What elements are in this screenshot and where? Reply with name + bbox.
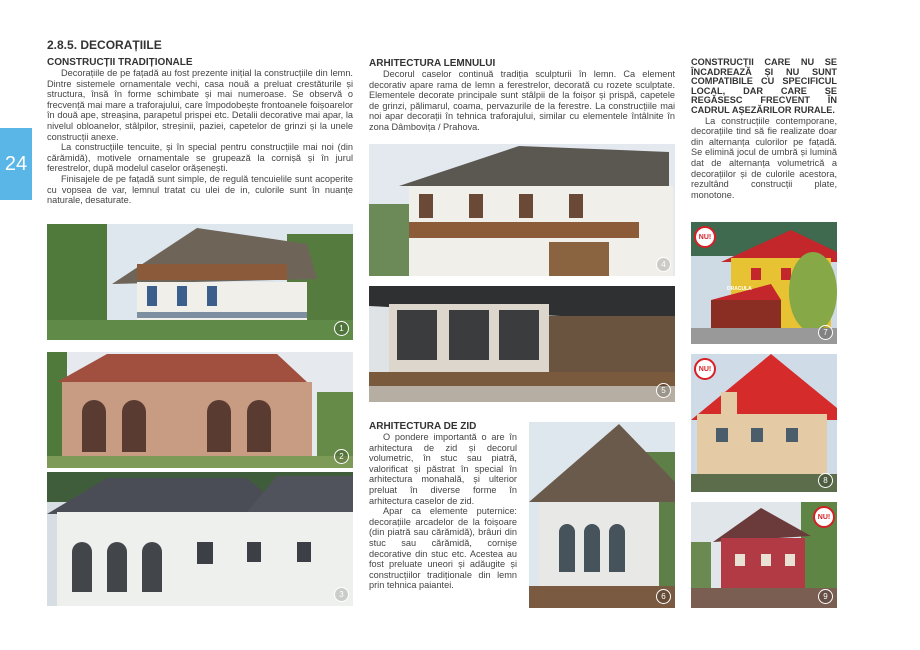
section-title: 2.8.5. DECORAȚIILE (47, 38, 162, 52)
paragraph: Decorațiile de pe fațadă au fost prezente inițial la construcțiile din lemn. Dintre sistemele ornamentale vechi, casa nouă a preluat crestăturile și structura, însă în forme schimbate și mai numeroase. Se observă o frecvență mai mare a traforajului, care împodobește frontoanele foișoarelor în două ape, streașina, parapetul prispei etc. Detalii decorative mai apar, la nivelul obloanelor, stâlpilor, streșinii, paziei, capetelor de grinzi și la unele construcții anexe. (47, 68, 353, 142)
wall-house-photo (529, 422, 675, 608)
wooden-house-photo (369, 144, 675, 276)
traditional-text (47, 68, 353, 206)
photo-number: 3 (334, 587, 349, 602)
photo-number: 9 (818, 589, 833, 604)
paragraph: Decorul caselor continuă tradiția sculpturii în lemn. Ca element decorativ apare rama de lemn a ferestrelor, decorată cu rozete sculptate. Elementele decorate principale sunt stâlpii de la foișor și prispă, capetele de grinzi, pălimarul, coama, pervazurile de la ferestre. La construcțiile mai noi apar decorații în tehnica traforajului, similar cu elementele întâlnite în zona Dâmbovița / Prahova. (369, 69, 675, 132)
paragraph: La construcțiile tencuite, și în special pentru construcțiile mai noi (din cărămidă), motivele ornamentale se grupează la cornișă și în jurul ferestrelor, după modelul caselor orășenești. (47, 142, 353, 174)
paragraph: O pondere importantă o are în arhitectura de zid și decorul volumetric, în stuc sau piatră, valorificat și păstrat în special în arhitectura monahală, și ulterior preluat în diverse forme în arhitectura caselor de zid. (369, 432, 517, 506)
beige-house-photo (691, 354, 837, 492)
wall-section (369, 422, 517, 591)
wood-section (369, 59, 675, 133)
photo-number: 2 (334, 449, 349, 464)
warning-badge: NU! (694, 358, 716, 380)
white-house-photo (47, 472, 353, 606)
traditional-heading: CONSTRUCȚII TRADIȚIONALE (47, 57, 193, 68)
page-number: 24 (4, 152, 28, 175)
photo-number: 5 (656, 383, 671, 398)
photo-number: 1 (334, 321, 349, 336)
page-number-tab (0, 128, 32, 200)
paragraph: La construcțiile contemporane, decorațiile tind să fie realizate doar din alternanța culorilor pe fațadă. Se elimină jocul de umbră și lumină dat de alternanța volumetrică a decorațiilor și de culorile acestora, rezultând construcții plate, monotone. (691, 115, 837, 200)
wood-heading: ARHITECTURA LEMNULUI (369, 58, 496, 69)
warning-badge: NU! (694, 226, 716, 248)
paragraph: Apar ca elemente puternice: decorațiile arcadelor de la foișoare (din piatră sau cărămidă), brâuri din stuc sau cărămidă, cornișe decorative din stuc etc. Acestea au fost preluate uneori și adăugite și construcțiilor tradiționale din lemn prin tehnica paiantei. (369, 506, 517, 591)
traditional-section (47, 58, 353, 206)
incompatible-heading: CONSTRUCȚII CARE NU SE ÎNCADREAZĂ ȘI NU SUNT COMPATIBILE CU SPECIFICUL LOCAL, DAR CARE SE REGĂSESC FRECVENT ÎN CADRUL AȘEZĂRILOR RURALE. (691, 57, 837, 115)
red-house-photo (691, 502, 837, 608)
incompatible-text (691, 116, 837, 201)
yellow-house-photo (691, 222, 837, 344)
paragraph: Finisajele de pe fațadă sunt simple, de regulă tencuielile sunt acoperite cu vopsea de var, lemnul tratat cu ulei de in, culorile sunt în nuanțe naturale, desaturate. (47, 173, 353, 206)
wall-text (369, 432, 517, 591)
wooden-house-photo (47, 224, 353, 340)
photo-number: 7 (818, 325, 833, 340)
warning-badge: NU! (813, 506, 835, 528)
photo-number: 6 (656, 589, 671, 604)
porch-photo (369, 286, 675, 402)
brick-house-photo (47, 352, 353, 468)
incompatible-section (691, 58, 837, 200)
photo-number: 8 (818, 473, 833, 488)
restaurant-sign: DRACULA (727, 286, 752, 292)
wood-text (369, 69, 675, 133)
wall-heading: ARHITECTURA DE ZID (369, 421, 477, 432)
photo-number: 4 (656, 257, 671, 272)
